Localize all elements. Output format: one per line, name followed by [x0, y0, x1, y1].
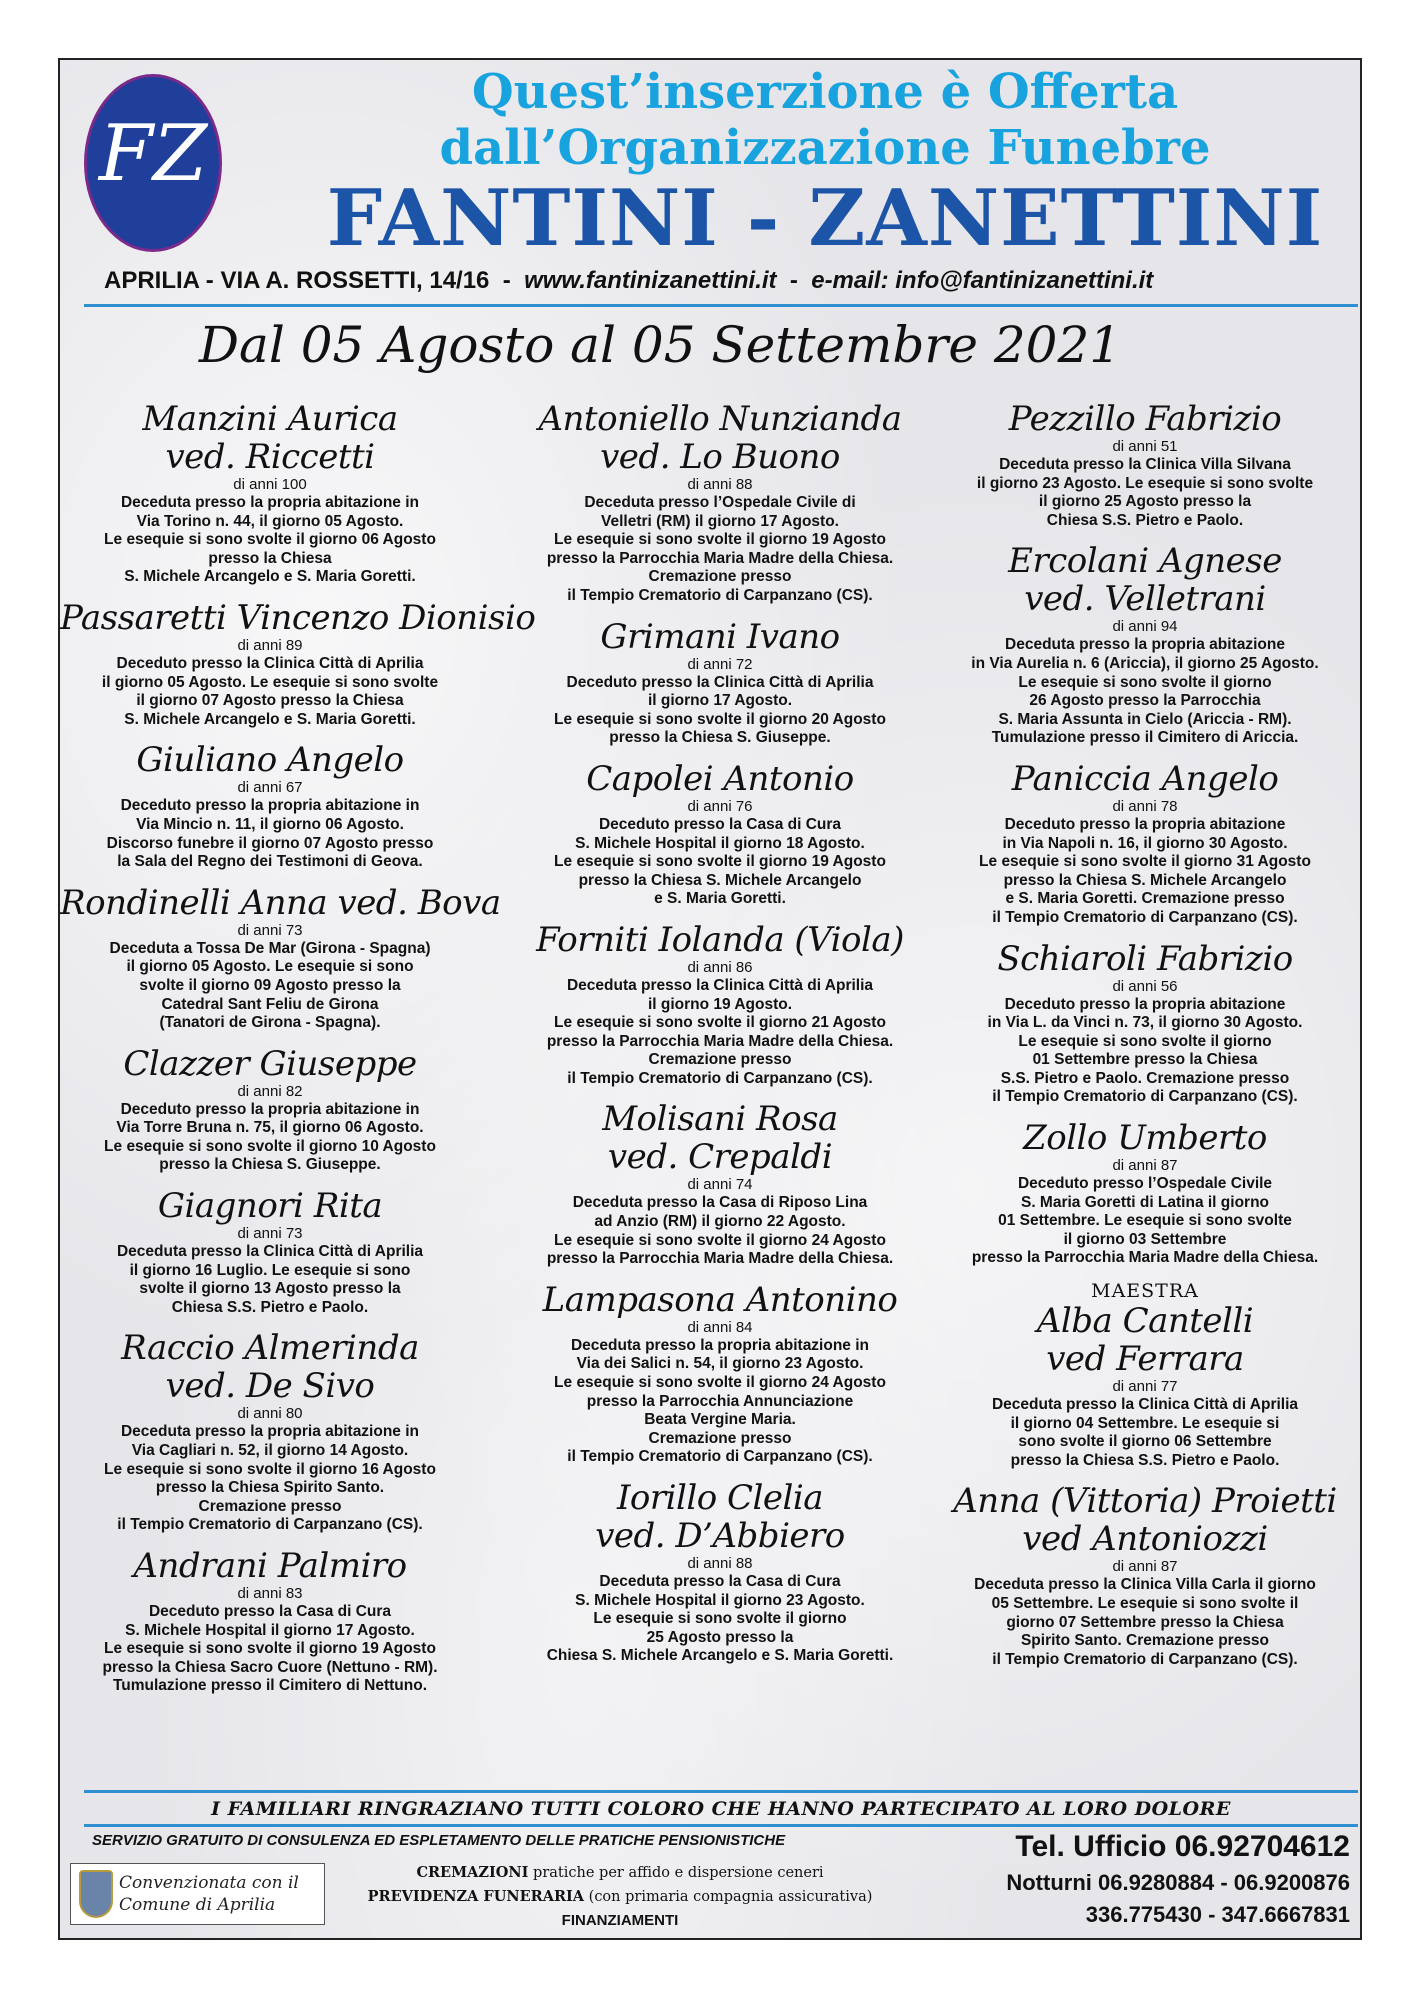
comune-text: Convenzionata con il Comune di Aprilia — [119, 1873, 299, 1915]
comune-badge — [70, 1863, 325, 1925]
obituary-entry — [500, 1100, 940, 1268]
obituary-text: Deceduto presso la Clinica Città di Aprilia il giorno 17 Agosto. Le esequie si sono svolte il giorno 20 Agosto presso la Chiesa S. Giuseppe. — [554, 673, 886, 747]
obituary-name: Grimani Ivano — [600, 616, 840, 657]
obituary-entry — [60, 1045, 480, 1175]
obituary-entry — [60, 1187, 480, 1317]
obituary-age: di anni 86 — [687, 958, 753, 976]
obituary-age: di anni 51 — [1112, 438, 1178, 455]
obituary-entry — [60, 882, 501, 1033]
obituary-name: Clazzer Giuseppe — [123, 1043, 417, 1084]
obituary-name: Raccio Almerinda — [121, 1328, 419, 1369]
obituary-name: Manzini Aurica — [142, 399, 398, 439]
obituary-text: Deceduta presso la Clinica Villa Silvana il giorno 23 Agosto. Le esequie si sono svolte il giorno 25 Agosto presso la Chiesa S.S. Pietro e Paolo. — [976, 456, 1314, 529]
obituary-entry — [500, 618, 940, 748]
obituary-name: ved Antoniozzi — [1022, 1519, 1268, 1560]
obituary-name: Ercolani Agnese — [1008, 541, 1282, 582]
obituary-entry — [935, 1119, 1355, 1268]
obituary-name: Iorillo Clelia — [616, 1478, 824, 1518]
obituary-name: Giagnori Rita — [157, 1186, 383, 1227]
obituary-name: ved Ferrara — [1046, 1339, 1244, 1380]
mobile-phones: 336.775430 - 347.6667831 — [1085, 1902, 1350, 1927]
obituary-entry — [60, 597, 536, 729]
footer-divider-bottom — [84, 1824, 1358, 1827]
obituary-entry — [500, 760, 940, 909]
obituary-name: ved. Crepaldi — [607, 1137, 833, 1178]
obituary-age: di anni 100 — [233, 476, 307, 493]
obituary-entry — [60, 1329, 480, 1535]
obituary-name: ved. Lo Buono — [600, 437, 840, 477]
obituary-text: Deceduto presso la propria abitazione in Via Torre Bruna n. 75, il giorno 06 Agosto. Le esequie si sono svolte il giorno 10 Agosto presso la Chiesa S. Giuseppe. — [104, 1100, 436, 1174]
obituary-text: Deceduta presso la Clinica Villa Carla il giorno 05 Settembre. Le esequie si sono svolte il giorno 07 Settembre presso la Chiesa Spirito Santo. Cremazione presso il Tempio Crematorio di Carpanzano (CS). — [974, 1576, 1316, 1668]
obituary-name: Paniccia Angelo — [1011, 758, 1279, 799]
obituary-text: Deceduta a Tossa De Mar (Girona - Spagna) il giorno 05 Agosto. Le esequie si sono svolte il giorno 09 Agosto presso la Catedral Sant Feliu de Girona (Tanatori de Girona - Spagna). — [109, 939, 431, 1032]
obituary-text: Deceduta presso la propria abitazione in Via Aurelia n. 6 (Ariccia), il giorno 25 Agosto. Le esequie si sono svolte il giorno 26 Agosto presso la Parrocchia S. Maria Assunta in Cielo (Ariccia - RM). Tumulazione presso il Cimitero di Ariccia. — [971, 636, 1319, 747]
obituary-text: Deceduto presso la Casa di Cura S. Michele Hospital il giorno 17 Agosto. Le esequie si sono svolte il giorno 19 Agosto presso la Chiesa Sacro Cuore (Nettuno - RM). Tumulazione presso il Cimitero di Nettuno. — [102, 1603, 438, 1695]
obituary-entry — [60, 741, 480, 871]
obituary-age: di anni 78 — [1112, 797, 1178, 815]
company-name: FANTINI - ZANETTINI — [326, 173, 1324, 264]
obituary-name: Giuliano Angelo — [136, 740, 404, 781]
period-title: Dal 05 Agosto al 05 Settembre 2021 — [198, 316, 1122, 374]
obituary-age: di anni 88 — [687, 476, 753, 493]
obituary-entry — [935, 760, 1355, 928]
column-1 — [60, 399, 536, 1708]
obituary-entry — [935, 940, 1355, 1108]
obituary-age: di anni 77 — [1112, 1378, 1178, 1396]
obituary-text: Deceduta presso la Clinica Città di Aprilia il giorno 16 Luglio. Le esequie si sono svolte il giorno 13 Agosto presso la Chiesa S.S. Pietro e Paolo. — [116, 1243, 424, 1316]
obituary-text: Deceduto presso la Clinica Città di Aprilia il giorno 05 Agosto. Le esequie si sono svolte il giorno 07 Agosto presso la Chiesa S. Michele Arcangelo e S. Maria Goretti. — [101, 654, 439, 728]
obituary-name: ved. Riccetti — [165, 437, 375, 477]
obituary-age: di anni 87 — [1112, 1157, 1178, 1175]
obituary-entry — [60, 400, 480, 587]
obituary-age: di anni 56 — [1112, 977, 1178, 995]
obituary-name: ved. De Sivo — [165, 1366, 375, 1407]
address: APRILIA - VIA A. ROSSETTI, 14/16 — [104, 267, 490, 294]
obituary-text: Deceduto presso la Casa di Cura S. Michele Hospital il giorno 18 Agosto. Le esequie si sono svolte il giorno 19 Agosto presso la Chiesa S. Michele Arcangelo e S. Maria Goretti. — [554, 815, 886, 908]
obituary-age: di anni 67 — [237, 779, 303, 797]
obituary-name: Capolei Antonio — [586, 758, 854, 799]
obituary-age: di anni 94 — [1112, 618, 1178, 636]
obituary-age: di anni 83 — [237, 1585, 303, 1602]
header-line-2: dall’Organizzazione Funebre — [439, 120, 1211, 176]
cremazioni-line — [340, 1864, 900, 1881]
footer-divider-top — [84, 1790, 1358, 1793]
obituary-text: Deceduta presso l’Ospedale Civile di Velletri (RM) il giorno 17 Agosto. Le esequie si sono svolte il giorno 19 Agosto presso la Parrocchia Maria Madre della Chiesa. Cremazione presso il Tempio Crematorio di Carpanzano (CS). — [546, 494, 894, 604]
obituary-title: MAESTRA — [1091, 1280, 1199, 1303]
obituary-name: Pezzillo Fabrizio — [1008, 399, 1282, 439]
comune-crest-icon — [79, 1870, 113, 1918]
obituary-age: di anni 72 — [687, 655, 753, 673]
obituary-text: Deceduto presso la propria abitazione in Via L. da Vinci n. 73, il giorno 30 Agosto. Le esequie si sono svolte il giorno 01 Settembre presso la Chiesa S.S. Pietro e Paolo. Cremazione presso il Tempio Crematorio di Carpanzano (CS). — [987, 995, 1303, 1106]
obituary-entry — [500, 1281, 940, 1467]
obituary-name: Zollo Umberto — [1023, 1118, 1267, 1159]
obituary-name: Passaretti Vincenzo Dionisio — [60, 597, 536, 638]
obituary-name: ved. D’Abbiero — [595, 1516, 845, 1556]
obituary-entry — [935, 1482, 1355, 1669]
obituary-text: Deceduto presso l’Ospedale Civile S. Maria Goretti di Latina il giorno 01 Settembre. Le esequie si sono svolte il giorno 03 Settembre presso la Parrocchia Maria Madre della Chiesa. — [971, 1175, 1319, 1267]
obituary-age: di anni 87 — [1112, 1558, 1178, 1576]
separator: - — [502, 267, 511, 294]
obituary-name: Lampasona Antonino — [542, 1279, 898, 1320]
obituary-age: di anni 80 — [237, 1405, 303, 1423]
cremazioni-label: CREMAZIONI — [416, 1864, 529, 1881]
obituary-entry — [60, 1547, 480, 1696]
cremazioni-detail: pratiche per affido e dispersione ceneri — [528, 1865, 824, 1881]
night-phones: Notturni 06.9280884 - 06.9200876 — [1006, 1870, 1350, 1895]
obituary-name: Molisani Rosa — [602, 1099, 838, 1140]
obituary-entry — [500, 400, 940, 606]
obituary-age: di anni 82 — [237, 1082, 303, 1100]
finanziamenti: FINANZIAMENTI — [561, 1912, 679, 1929]
obituary-entry — [500, 1479, 940, 1666]
fz-logo — [84, 74, 222, 252]
thanks-message: I FAMILIARI RINGRAZIANO TUTTI COLORO CHE HANNO PARTECIPATO AL LORO DOLORE — [211, 1798, 1231, 1820]
logo-text: FZ — [98, 109, 208, 199]
obituary-text: Deceduta presso la propria abitazione in Via Torino n. 44, il giorno 05 Agosto. Le esequie si sono svolte il giorno 06 Agosto presso la Chiesa S. Michele Arcangelo e S. Maria Goretti. — [104, 494, 436, 586]
obituary-name: Schiaroli Fabrizio — [997, 938, 1293, 979]
obituary-name: Antoniello Nunzianda — [538, 399, 902, 439]
obituary-entry — [935, 1280, 1355, 1470]
obituary-entry — [935, 542, 1355, 748]
contact-line — [104, 267, 1334, 295]
previdenza-detail: (con primaria compagnia assicurativa) — [584, 1889, 873, 1905]
obituary-age: di anni 74 — [687, 1176, 753, 1194]
office-phone: Tel. Ufficio 06.92704612 — [1015, 1830, 1350, 1863]
obituary-name: Alba Cantelli — [1036, 1301, 1254, 1342]
obituary-age: di anni 88 — [687, 1555, 753, 1572]
obituary-age: di anni 73 — [237, 1225, 303, 1243]
separator: - — [789, 267, 798, 294]
obituary-age: di anni 76 — [687, 797, 753, 815]
obituary-text: Deceduta presso la Casa di Riposo Lina ad Anzio (RM) il giorno 22 Agosto. Le esequie si sono svolte il giorno 24 Agosto presso la Parrocchia Maria Madre della Chiesa. — [546, 1194, 894, 1268]
obituary-text: Deceduta presso la propria abitazione in Via Cagliari n. 52, il giorno 14 Agosto. Le esequie si sono svolte il giorno 16 Agosto presso la Chiesa Spirito Santo. Cremazione presso il Tempio Crematorio di Carpanzano (CS). — [104, 1423, 436, 1534]
header-divider — [84, 304, 1358, 307]
service-note: SERVIZIO GRATUITO DI CONSULENZA ED ESPLETAMENTO DELLE PRATICHE PENSIONISTICHE — [92, 1832, 786, 1849]
website-link[interactable]: www.fantinizanettini.it — [524, 267, 777, 294]
email-link[interactable]: e-mail: info@fantinizanettini.it — [811, 267, 1154, 294]
obituary-age: di anni 84 — [687, 1318, 753, 1336]
obituary-text: Deceduta presso la Casa di Cura S. Michele Hospital il giorno 23 Agosto. Le esequie si sono svolte il giorno 25 Agosto presso la Chiesa S. Michele Arcangelo e S. Maria Goretti. — [546, 1573, 894, 1665]
obituary-text: Deceduto presso la propria abitazione in Via Napoli n. 16, il giorno 30 Agosto. Le esequie si sono svolte il giorno 31 Agosto presso la Chiesa S. Michele Arcangelo e S. Maria Goretti. Cremazione presso il Tempio Crematorio di Carpanzano (CS). — [979, 815, 1311, 926]
obituary-entry — [935, 400, 1355, 530]
obituary-name: Anna (Vittoria) Proietti — [953, 1481, 1337, 1522]
previdenza-line — [340, 1888, 900, 1905]
obituary-text: Deceduta presso la Clinica Città di Aprilia il giorno 04 Settembre. Le esequie si sono svolte il giorno 06 Settembre presso la Chiesa S.S. Pietro e Paolo. — [991, 1396, 1299, 1469]
obituary-age: di anni 73 — [237, 921, 303, 939]
column-2 — [500, 400, 940, 1678]
column-3 — [935, 400, 1355, 1681]
obituary-name: Rondinelli Anna ved. Bova — [60, 882, 501, 923]
obituary-text: Deceduta presso la Clinica Città di Aprilia il giorno 19 Agosto. Le esequie si sono svolte il giorno 21 Agosto presso la Parrocchia Maria Madre della Chiesa. Cremazione presso il Tempio Crematorio di Carpanzano (CS). — [546, 976, 894, 1087]
obituary-name: Forniti Iolanda (Viola) — [536, 919, 904, 960]
obituary-name: ved. Velletrani — [1024, 579, 1266, 620]
header-line-1: Quest’inserzione è Offerta — [471, 64, 1179, 120]
obituary-text: Deceduto presso la propria abitazione in Via Mincio n. 11, il giorno 06 Agosto. Discorso funebre il giorno 07 Agosto presso la Sala del Regno dei Testimoni di Geova. — [106, 797, 434, 871]
obituary-name: Andrani Palmiro — [133, 1546, 407, 1586]
previdenza-label: PREVIDENZA FUNERARIA — [367, 1888, 585, 1905]
obituary-age: di anni 89 — [237, 636, 303, 654]
obituary-entry — [500, 921, 940, 1089]
obituary-text: Deceduta presso la propria abitazione in Via dei Salici n. 54, il giorno 23 Agosto. Le esequie si sono svolte il giorno 24 Agosto presso la Parrocchia Annunciazione Beata Vergine Maria. Cremazione presso il Tempio Crematorio di Carpanzano (CS). — [554, 1336, 886, 1466]
